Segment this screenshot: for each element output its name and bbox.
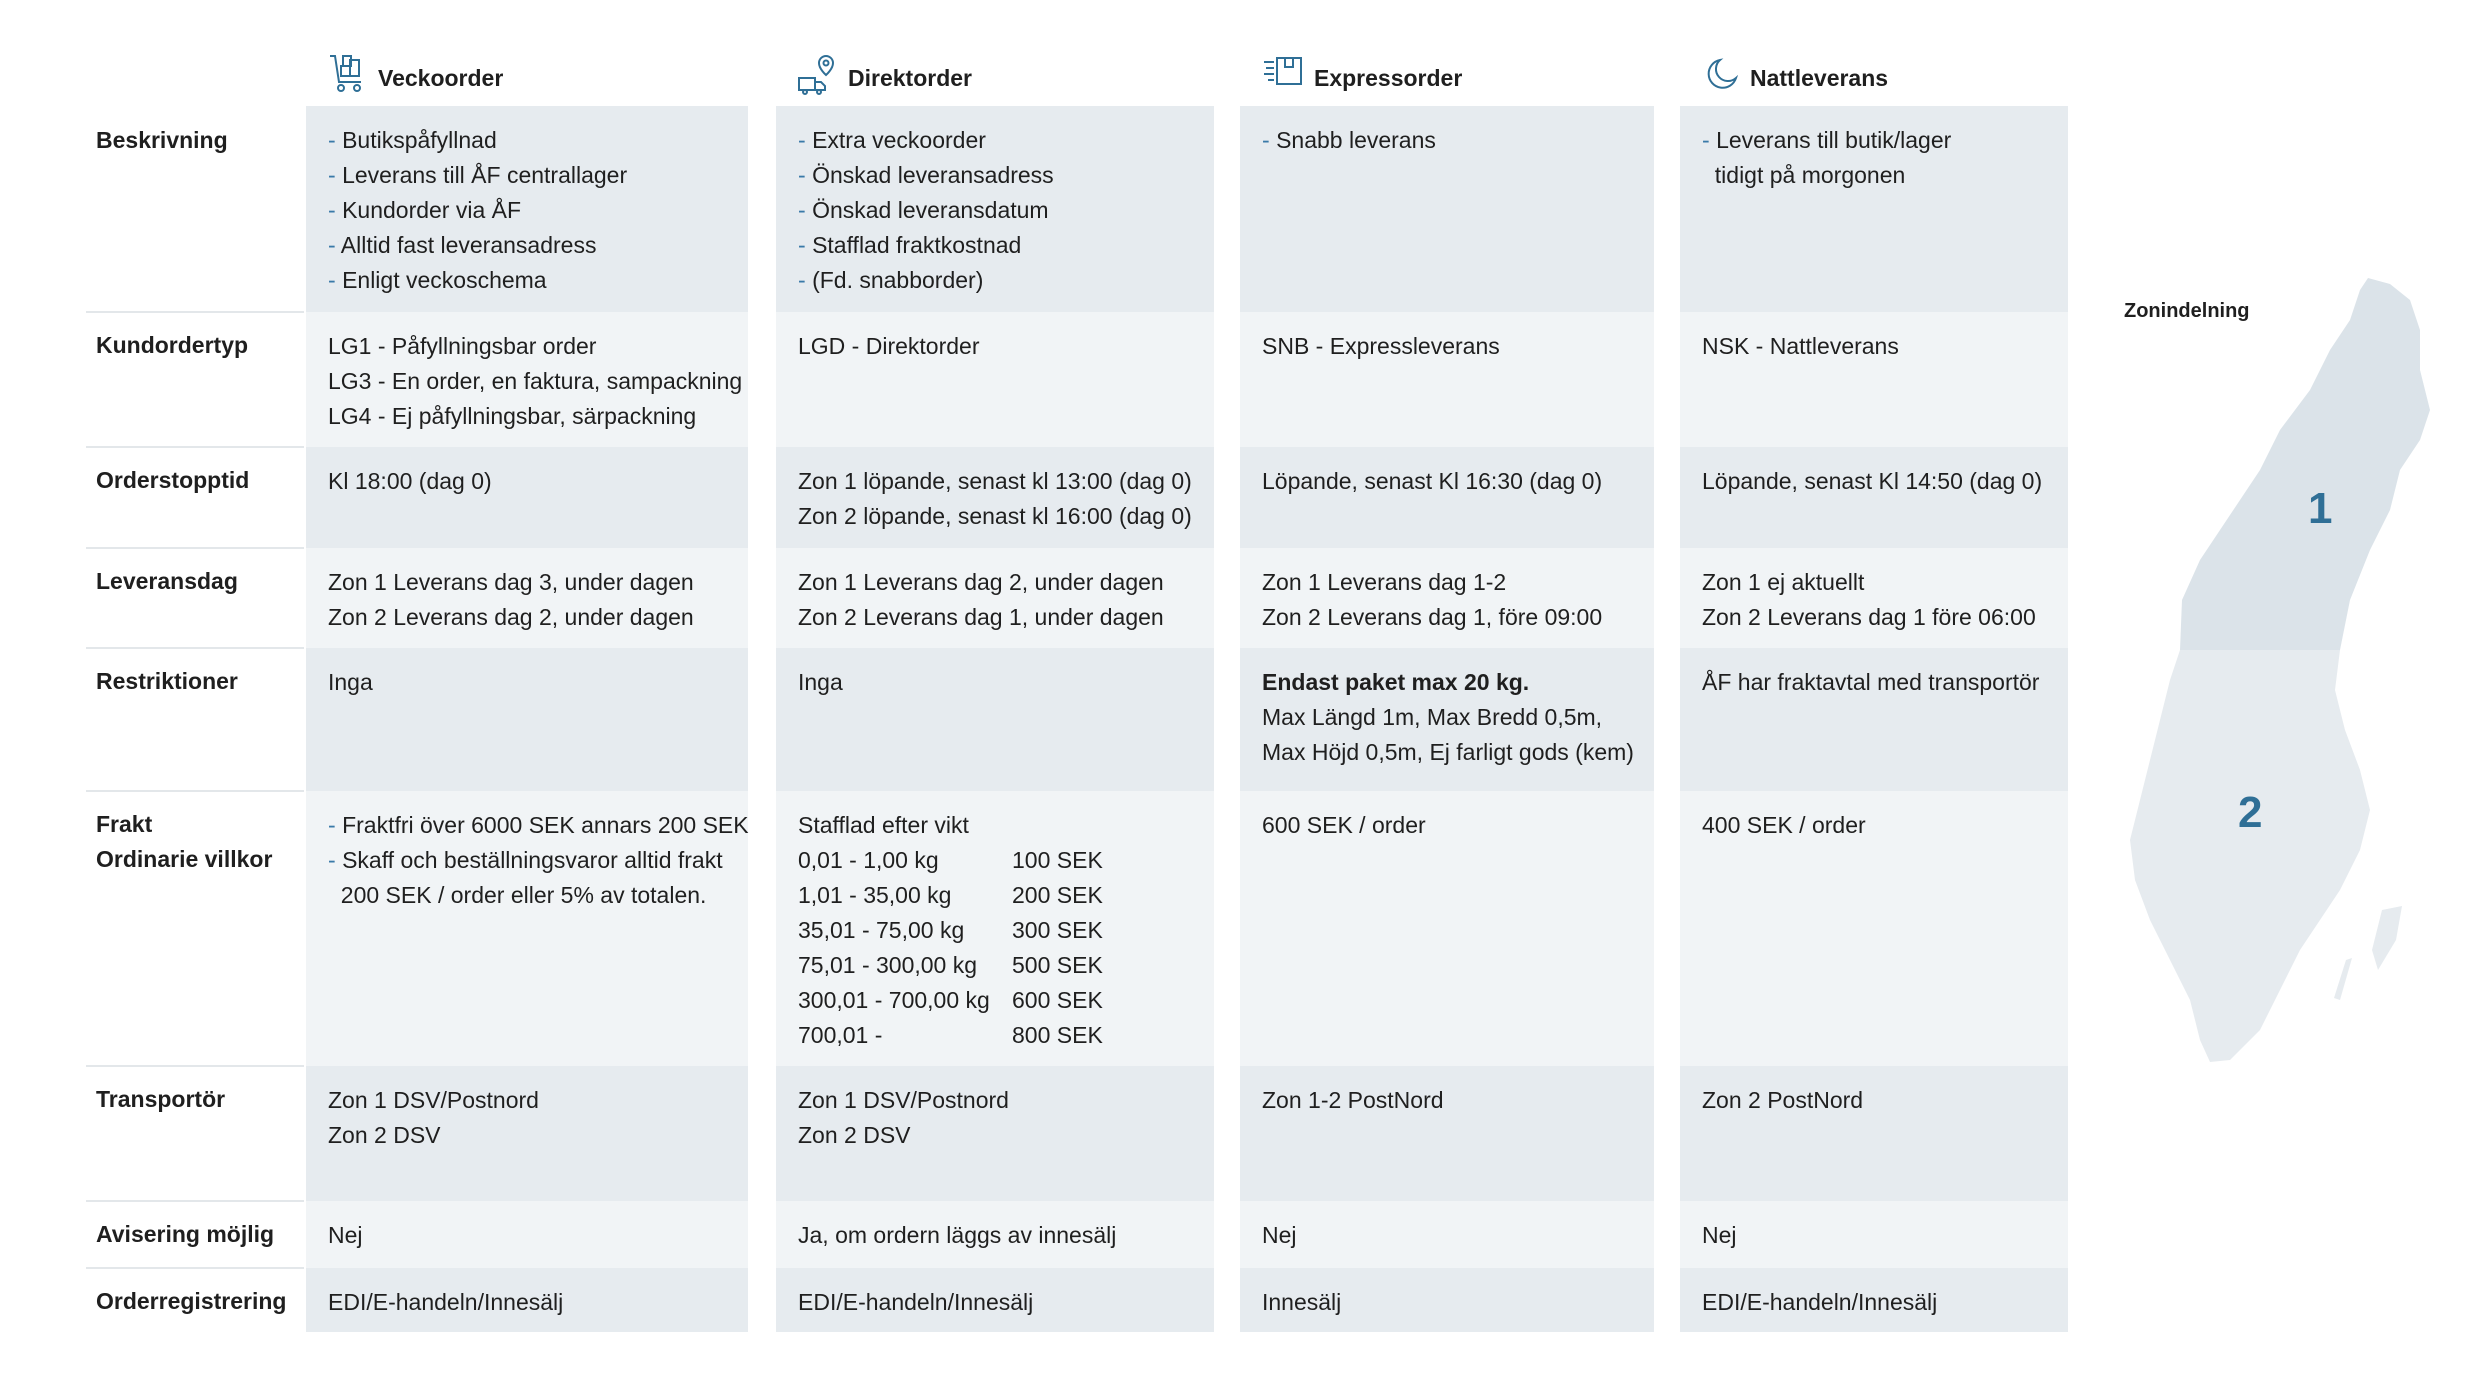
cell-line <box>798 1083 1009 1118</box>
bullet-dash: - <box>328 847 343 873</box>
cell-line <box>1702 808 1866 843</box>
cell-text: Löpande, senast Kl 16:30 (dag 0) <box>1262 468 1603 494</box>
bullet-dash: - <box>328 162 343 188</box>
cell-express-kundordertyp <box>1262 329 1500 364</box>
bullet-dash: - <box>328 812 343 838</box>
cell-line <box>1702 464 2042 499</box>
frakt-heading: Stafflad efter vikt <box>798 812 969 838</box>
bullet-dash: - <box>798 267 813 293</box>
cell-line <box>1262 123 1436 158</box>
cell-express-transportor <box>1262 1083 1444 1118</box>
cell-text: Max Höjd 0,5m, Ej farligt gods (kem) <box>1262 739 1634 765</box>
cell-text: Alltid fast leveransadress <box>340 232 597 258</box>
frakt-table-row <box>798 913 1103 948</box>
frakt-weight: 1,01 - 35,00 kg <box>798 882 952 908</box>
cell-line <box>798 565 1164 600</box>
cell-line <box>1702 665 2039 700</box>
row-label-kundordertyp: Kundordertyp <box>96 332 249 358</box>
row-divider <box>86 1065 304 1067</box>
cell-direkt-beskrivning <box>798 123 1054 298</box>
cell-text: Kundorder via ÅF <box>342 197 522 223</box>
bullet-dash: - <box>328 197 343 223</box>
frakt-table-row <box>798 1018 1103 1053</box>
column-title: Nattleverans <box>1750 65 1889 91</box>
cell-express-restriktioner <box>1262 665 1634 770</box>
cell-line <box>328 600 694 635</box>
cell-line <box>328 464 492 499</box>
cell-text: Zon 1-2 PostNord <box>1262 1087 1444 1113</box>
cell-line <box>328 158 627 193</box>
row-label-frakt <box>96 807 272 877</box>
cell-vecko-frakt <box>328 808 749 913</box>
cell-text: Zon 1 DSV/Postnord <box>798 1087 1009 1113</box>
frakt-price: 100 SEK <box>1012 847 1103 873</box>
cell-text: Ja, om ordern läggs av innesälj <box>798 1222 1117 1248</box>
frakt-table-row <box>798 843 1103 878</box>
cell-express-leveransdag <box>1262 565 1602 635</box>
cell-line <box>1262 1285 1341 1320</box>
cell-vecko-orderstopptid <box>328 464 492 499</box>
cell-text: Zon 1 Leverans dag 3, under dagen <box>328 569 694 595</box>
frakt-weight: 35,01 - 75,00 kg <box>798 917 965 943</box>
cell-text: Zon 1 Leverans dag 1-2 <box>1262 569 1507 595</box>
cell-line <box>798 123 1054 158</box>
cell-text: Enligt veckoschema <box>342 267 547 293</box>
cell-direkt-restriktioner <box>798 665 843 700</box>
frakt-price: 600 SEK <box>1012 987 1103 1013</box>
bullet-dash: - <box>328 267 343 293</box>
frakt-price: 300 SEK <box>1012 917 1103 943</box>
cell-line <box>798 193 1054 228</box>
row-divider <box>86 647 304 649</box>
cell-natt-leveransdag <box>1702 565 2036 635</box>
cell-vecko-kundordertyp <box>328 329 742 434</box>
frakt-weight: 700,01 - <box>798 1022 883 1048</box>
sweden-zone-map <box>2120 270 2480 1070</box>
cell-line <box>1262 735 1634 770</box>
cell-line <box>1262 1083 1444 1118</box>
cell-line <box>328 878 749 913</box>
cell-direkt-kundordertyp <box>798 329 979 364</box>
frakt-table-row <box>798 948 1103 983</box>
cell-text: Zon 2 Leverans dag 1, före 09:00 <box>1262 604 1603 630</box>
cell-line <box>328 1083 539 1118</box>
row-divider <box>86 446 304 448</box>
column-header-expressorder <box>1262 36 1462 96</box>
cell-text: Nej <box>1262 1222 1297 1248</box>
cell-line <box>328 364 742 399</box>
row-label-beskrivning: Beskrivning <box>96 127 228 153</box>
cell-natt-restriktioner <box>1702 665 2039 700</box>
cell-text: Önskad leveransdatum <box>812 197 1049 223</box>
cell-line <box>798 600 1164 635</box>
cell-text: Inga <box>328 669 373 695</box>
cell-line <box>1262 600 1602 635</box>
bullet-dash: - <box>798 197 813 223</box>
cell-line <box>328 1218 363 1253</box>
cell-vecko-transportor <box>328 1083 539 1153</box>
cell-text: EDI/E-handeln/Innesälj <box>1702 1289 1938 1315</box>
zone-1-area <box>2180 278 2430 650</box>
cell-line <box>1262 329 1500 364</box>
cell-line <box>798 329 979 364</box>
cell-text: Butikspåfyllnad <box>342 127 497 153</box>
cell-line <box>798 158 1054 193</box>
cell-line <box>798 665 843 700</box>
cell-text: Zon 2 Leverans dag 1, under dagen <box>798 604 1164 630</box>
cell-text-bold: Endast paket max 20 kg. <box>1262 669 1530 695</box>
bullet-dash: - <box>328 232 341 258</box>
cell-text: Inga <box>798 669 843 695</box>
cell-natt-frakt <box>1702 808 1866 843</box>
cell-vecko-avisering <box>328 1218 363 1253</box>
row-divider <box>86 1200 304 1202</box>
bullet-dash: - <box>798 232 813 258</box>
cell-text: Snabb leverans <box>1276 127 1436 153</box>
column-header-nattleverans <box>1698 36 1888 96</box>
cell-text: SNB - Expressleverans <box>1262 333 1500 359</box>
cell-text: Zon 1 Leverans dag 2, under dagen <box>798 569 1164 595</box>
cell-line <box>798 228 1054 263</box>
cell-natt-orderstopptid <box>1702 464 2042 499</box>
cell-vecko-restriktioner <box>328 665 373 700</box>
row-label-avisering: Avisering möjlig <box>96 1221 275 1247</box>
column-title: Expressorder <box>1314 65 1463 91</box>
cell-text: Löpande, senast Kl 14:50 (dag 0) <box>1702 468 2043 494</box>
cell-text: Fraktfri över 6000 SEK annars 200 SEK <box>342 812 749 838</box>
cell-natt-transportor <box>1702 1083 1863 1118</box>
cell-line <box>1262 700 1634 735</box>
cell-text: Leverans till ÅF centrallager <box>342 162 628 188</box>
cell-line <box>328 565 694 600</box>
fast-box-icon <box>1262 52 1306 96</box>
cell-text: 600 SEK / order <box>1262 812 1426 838</box>
cell-line <box>328 808 749 843</box>
cell-line <box>1702 329 1899 364</box>
cell-line <box>1262 464 1602 499</box>
frakt-price: 500 SEK <box>1012 952 1103 978</box>
cell-line <box>328 1285 563 1320</box>
frakt-weight: 0,01 - 1,00 kg <box>798 847 939 873</box>
cell-text: Kl 18:00 (dag 0) <box>328 468 492 494</box>
cell-natt-avisering <box>1702 1218 1737 1253</box>
cell-line <box>798 1218 1116 1253</box>
cell-background <box>1680 1201 2068 1268</box>
cell-line <box>1262 565 1602 600</box>
cell-express-orderstopptid <box>1262 464 1602 499</box>
cell-text: LG1 - Påfyllningsbar order <box>328 333 597 359</box>
cell-text: Nej <box>1702 1222 1737 1248</box>
cell-direkt-orderstopptid <box>798 464 1192 534</box>
cell-text: Zon 2 DSV <box>328 1122 441 1148</box>
cell-text: Zon 1 ej aktuellt <box>1702 569 1865 595</box>
cell-background <box>1240 1201 1654 1268</box>
cell-line <box>328 1118 539 1153</box>
cell-line <box>1702 1285 1937 1320</box>
cell-text: EDI/E-handeln/Innesälj <box>328 1289 564 1315</box>
cell-vecko-beskrivning <box>328 123 627 298</box>
cell-line <box>798 499 1192 534</box>
cell-line <box>1262 808 1426 843</box>
cell-line <box>1702 158 1951 193</box>
column-title: Direktorder <box>848 65 972 91</box>
column-header-veckoorder <box>326 36 503 96</box>
bullet-dash: - <box>328 127 343 153</box>
row-label-frakt-line1: Frakt <box>96 811 153 837</box>
cell-direkt-avisering <box>798 1218 1116 1253</box>
cell-vecko-leveransdag <box>328 565 694 635</box>
row-label-transportor: Transportör <box>96 1086 226 1112</box>
cell-text: Zon 2 Leverans dag 1 före 06:00 <box>1702 604 2036 630</box>
cell-text: Zon 2 DSV <box>798 1122 911 1148</box>
cell-direkt-frakt <box>798 808 1103 1053</box>
oland-island <box>2334 958 2352 1000</box>
cell-text: Zon 1 löpande, senast kl 13:00 (dag 0) <box>798 468 1192 494</box>
cell-express-orderregistrering <box>1262 1285 1341 1320</box>
cell-text: LGD - Direktorder <box>798 333 980 359</box>
cell-natt-kundordertyp <box>1702 329 1899 364</box>
frakt-table-row <box>798 983 1103 1018</box>
row-label-restriktioner: Restriktioner <box>96 668 238 694</box>
cell-natt-beskrivning <box>1702 123 1951 193</box>
cell-background <box>306 1201 748 1268</box>
location-truck-icon <box>796 52 840 96</box>
cell-line <box>328 399 742 434</box>
bullet-dash: - <box>798 127 813 153</box>
cell-line-bold <box>1262 665 1634 700</box>
bullet-dash: - <box>1702 127 1717 153</box>
cell-text: Zon 2 PostNord <box>1702 1087 1864 1113</box>
cell-text: Max Längd 1m, Max Bredd 0,5m, <box>1262 704 1603 730</box>
cell-text: Extra veckoorder <box>812 127 986 153</box>
frakt-table-row <box>798 878 1103 913</box>
cell-text: LG4 - Ej påfyllningsbar, särpackning <box>328 403 697 429</box>
cell-line <box>328 329 742 364</box>
frakt-weight: 300,01 - 700,00 kg <box>798 987 990 1013</box>
column-title: Veckoorder <box>378 65 504 91</box>
cell-line <box>798 464 1192 499</box>
moon-icon <box>1698 52 1742 96</box>
frakt-price: 800 SEK <box>1012 1022 1103 1048</box>
map-title: Zonindelning <box>2124 300 2250 322</box>
row-divider <box>86 790 304 792</box>
zone-2-label: 2 <box>2238 788 2263 837</box>
cell-direkt-transportor <box>798 1083 1009 1153</box>
cell-direkt-orderregistrering <box>798 1285 1033 1320</box>
bullet-dash <box>328 882 341 908</box>
cell-line <box>798 1285 1033 1320</box>
cell-text: Innesälj <box>1262 1289 1342 1315</box>
row-divider <box>86 1267 304 1269</box>
cell-text: Zon 2 löpande, senast kl 16:00 (dag 0) <box>798 503 1192 529</box>
bullet-dash: - <box>798 162 813 188</box>
cell-line <box>328 228 627 263</box>
cell-direkt-leveransdag <box>798 565 1164 635</box>
cell-line <box>798 263 1054 298</box>
cell-line <box>328 843 749 878</box>
cell-text: Zon 2 Leverans dag 2, under dagen <box>328 604 694 630</box>
cell-text: Leverans till butik/lager <box>1716 127 1952 153</box>
cell-express-frakt <box>1262 808 1426 843</box>
frakt-weight: 75,01 - 300,00 kg <box>798 952 978 978</box>
cell-text: Skaff och beställningsvaror alltid frakt <box>342 847 723 873</box>
cell-text: 200 SEK / order eller 5% av totalen. <box>340 882 707 908</box>
row-divider <box>86 547 304 549</box>
bullet-dash: - <box>1262 127 1277 153</box>
cell-line <box>798 1118 1009 1153</box>
cell-line <box>1702 1218 1737 1253</box>
zone-1-label: 1 <box>2308 484 2333 533</box>
bullet-dash <box>1702 162 1715 188</box>
cell-text: Nej <box>328 1222 363 1248</box>
cell-express-avisering <box>1262 1218 1297 1253</box>
row-label-orderstopptid: Orderstopptid <box>96 467 250 493</box>
cell-line <box>328 665 373 700</box>
cell-line <box>1702 600 2036 635</box>
cell-line <box>328 123 627 158</box>
frakt-price: 200 SEK <box>1012 882 1103 908</box>
cell-text: tidigt på morgonen <box>1714 162 1906 188</box>
cell-vecko-orderregistrering <box>328 1285 563 1320</box>
cell-express-beskrivning <box>1262 123 1436 158</box>
cell-text: ÅF har fraktavtal med transportör <box>1702 669 2040 695</box>
cart-boxes-icon <box>326 52 370 96</box>
cell-line <box>1702 1083 1863 1118</box>
cell-text: Stafflad fraktkostnad <box>812 232 1022 258</box>
gotland-island <box>2372 906 2402 970</box>
cell-line <box>1702 565 2036 600</box>
cell-line <box>328 193 627 228</box>
row-label-frakt-line2: Ordinarie villkor <box>96 846 273 872</box>
zone-2-area <box>2130 650 2370 1062</box>
cell-text: LG3 - En order, en faktura, sampackning <box>328 368 743 394</box>
cell-natt-orderregistrering <box>1702 1285 1937 1320</box>
cell-line <box>1702 123 1951 158</box>
cell-text: NSK - Nattleverans <box>1702 333 1899 359</box>
cell-text: Zon 1 DSV/Postnord <box>328 1087 539 1113</box>
cell-text: Önskad leveransadress <box>812 162 1054 188</box>
cell-line <box>1262 1218 1297 1253</box>
row-label-orderregistrering: Orderregistrering <box>96 1288 287 1314</box>
cell-text: (Fd. snabborder) <box>812 267 984 293</box>
row-label-leveransdag: Leveransdag <box>96 568 238 594</box>
column-header-direktorder <box>796 36 972 96</box>
cell-text: 400 SEK / order <box>1702 812 1866 838</box>
row-divider <box>86 311 304 313</box>
cell-text: EDI/E-handeln/Innesälj <box>798 1289 1034 1315</box>
cell-line <box>328 263 627 298</box>
